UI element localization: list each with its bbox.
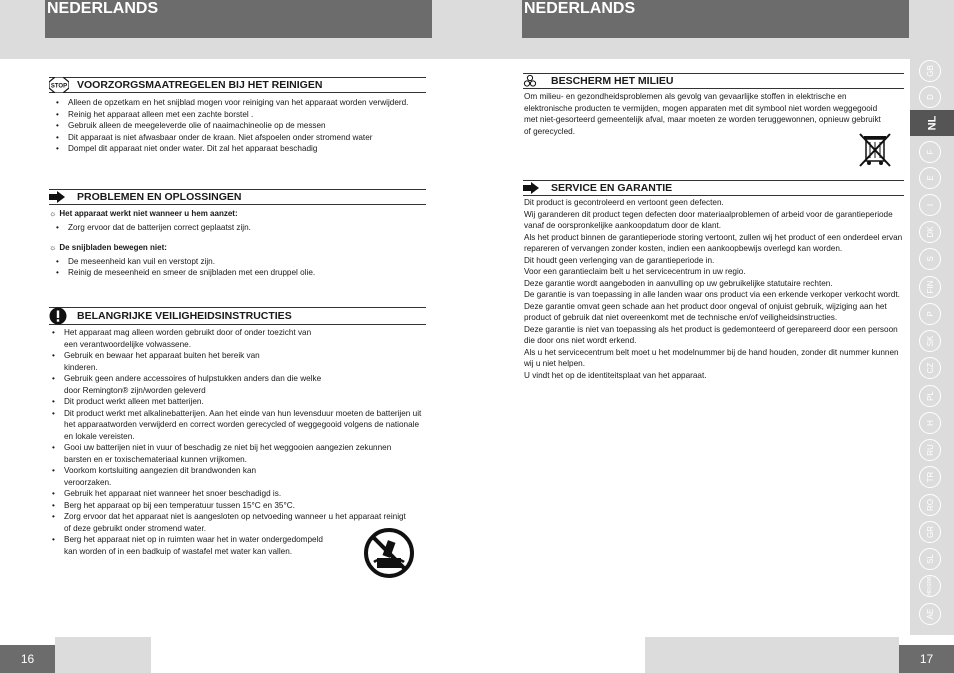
list-item: • Berg het apparaat op bij een temperatuur tussen 15°C en 35°C. [50, 500, 425, 512]
list-item: • Reinig de meseenheid en smeer de snijbladen met een druppel olie. [54, 267, 424, 279]
list-item: • Zorg ervoor dat de batterijen correct geplaatst zijn. [54, 222, 424, 234]
right-page-header [522, 0, 909, 38]
warranty-line: Dit houdt geen verlenging van de garantieperiode in. [524, 255, 715, 265]
tab-lang-tr[interactable]: TR [919, 466, 941, 488]
right-footer-bar [645, 637, 899, 673]
warranty-line: Deze garantie wordt aangeboden in aanvulling op uw gebruikelijke statutaire rechten. [524, 278, 833, 288]
tab-lang-ae[interactable]: AE [919, 603, 941, 625]
list-item: • Alleen de opzetkam en het snijblad mogen voor reiniging van het apparaat worden verwijderd. [54, 97, 424, 109]
safety-section-header [49, 307, 426, 325]
list-item: • Berg het apparaat niet op in ruimten waar het in water ondergedompeld kan worden of in een badkuip of wastafel met water kan vallen. [50, 534, 324, 557]
list-item: • Het apparaat mag alleen worden gebruikt door of onder toezicht van een verantwoordelijke volwassene. [50, 327, 314, 350]
list-item: • Dit product werkt alleen met batterijen. [50, 396, 425, 408]
left-page-number: 16 [0, 645, 55, 673]
left-page-header [45, 0, 432, 38]
warranty-line: Als u het servicecentrum belt moet u het modelnummer bij de hand houden, zonder dit nummer kunnen wij u niet helpen. [524, 347, 899, 368]
problems-content [49, 208, 424, 279]
tab-lang-h[interactable]: H [919, 412, 941, 434]
right-header-title: NEDERLANDS [524, 0, 636, 17]
cleaning-section-header [49, 77, 426, 93]
gear-icon: ☼ [49, 243, 57, 252]
cleaning-list [54, 97, 424, 155]
recycle-icon [523, 74, 549, 88]
environment-text: Om milieu- en gezondheidsproblemen als gevolg van gevaarlijke stoffen in elektrische en elektronische producten te vermijden, mogen apparaten met dit symbool niet worden weggegooid met niet-gesorteerd gemeentelijk afval, maar moeten ze worden teruggewonnen, opnieuw gebruikt of gerecycled. [524, 92, 881, 136]
warranty-line: Als het product binnen de garantieperiode storing vertoont, zullen wij het product of een onderdeel ervan repareren of vervangen zonder kosten, indien een aankoopbewijs overlegd kan worden. [524, 232, 903, 253]
list-item: • Gebruik geen andere accessoires of hulpstukken anders dan die welke door Remington® zijn/worden geleverd [50, 373, 329, 396]
problems-title: PROBLEMEN EN OPLOSSINGEN [77, 191, 242, 203]
tab-lang-ru[interactable]: RU [919, 439, 941, 461]
warranty-line: De garantie is van toepassing in alle landen waar ons product via een erkende verkoper verkocht wordt. [524, 290, 900, 299]
list-item: • Reinig het apparaat alleen met een zachte borstel . [54, 109, 424, 121]
list-item: • Dit apparaat is niet afwasbaar onder de kraan. Niet afspoelen onder stromend water [54, 132, 424, 144]
problem-heading: ☼ De snijbladen bewegen niet: [49, 243, 167, 252]
tab-lang-i[interactable]: I [919, 194, 941, 216]
tab-lang-hr-srb[interactable]: HR/SRB [919, 575, 941, 597]
tab-lang-e[interactable]: E [919, 167, 941, 189]
tab-lang-ro[interactable]: RO [919, 494, 941, 516]
stop-icon [49, 77, 75, 93]
safety-list [50, 327, 425, 557]
warranty-line: Voor een garantieclaim belt u het servicecentrum in uw regio. [524, 267, 746, 276]
environment-title: BESCHERM HET MILIEU [551, 75, 674, 87]
language-sidebar [910, 59, 954, 635]
list-item: • Gebruik het apparaat niet wanneer het snoer beschadigd is. [50, 488, 425, 500]
right-page-number: 17 [899, 645, 954, 673]
tab-lang-sl[interactable]: SL [919, 548, 941, 570]
tab-lang-d[interactable]: D [919, 86, 941, 108]
svg-text:STOP: STOP [50, 83, 68, 90]
warranty-line: Dit product is gecontroleerd en vertoont geen defecten. [524, 198, 724, 207]
left-footer-bar [55, 637, 151, 673]
list-item: • Dit product werkt met alkalinebatterijen. Aan het einde van hun levensduur moeten de batterijen uit het apparaatworden verwijderd en correct worden gerecycled of weggegooid volgens de nationale en lokale vereisten. [50, 408, 425, 443]
safety-title: BELANGRIJKE VEILIGHEIDSINSTRUCTIES [77, 310, 292, 322]
cleaning-title: VOORZORGSMAATREGELEN BIJ HET REINIGEN [77, 79, 323, 91]
warning-icon [49, 307, 75, 325]
arrow-right-icon [49, 191, 75, 203]
list-item: • Gebruik en bewaar het apparaat buiten het bereik van kinderen. [50, 350, 294, 373]
warranty-title: SERVICE EN GARANTIE [551, 182, 673, 194]
warranty-section-header [523, 180, 904, 196]
tab-lang-nl[interactable]: NL [910, 110, 954, 136]
warranty-line: Deze garantie omvat geen schade aan het product door ongeval of onjuist gebruik, wijziging aan het product of gebruik dat niet overeenkomt met de technische en/of veiligheidsinstructies. [524, 301, 887, 322]
warranty-line: U vindt het op de identiteitsplaat van het apparaat. [524, 370, 707, 380]
list-item: • Voorkom kortsluiting aangezien dit brandwonden kan veroorzaken. [50, 465, 304, 488]
weee-bin-icon [857, 131, 893, 174]
list-item: • Gooi uw batterijen niet in vuur of beschadig ze niet bij het weggooien aangezien zekunnen barsten en er toxischemateriaal kunnen vrijkomen. [50, 442, 419, 465]
list-item: • Dompel dit apparaat niet onder water. Dit zal het apparaat beschadig [54, 143, 424, 155]
warranty-text [524, 197, 906, 381]
left-header-title: NEDERLANDS [47, 0, 159, 17]
warranty-line: Wij garanderen dit product tegen defecten door materiaalproblemen of arbeid voor de garantieperiode vanaf de oorspronkelijke aankoopdatum door de klant. [524, 209, 893, 230]
tab-lang-gr[interactable]: GR [919, 521, 941, 543]
list-item: • De meseenheid kan vuil en verstopt zijn. [54, 256, 424, 268]
gear-icon: ☼ [49, 209, 57, 218]
arrow-right-icon [523, 182, 549, 194]
no-water-icon [364, 528, 414, 583]
tab-lang-s[interactable]: S [919, 248, 941, 270]
tab-lang-pl[interactable]: PL [919, 385, 941, 407]
problem-heading: ☼ Het apparaat werkt niet wanneer u hem aanzet: [49, 209, 238, 218]
warranty-line: Deze garantie is niet van toepassing als het product is gedemonteerd of gerepareerd door een persoon die door ons niet wordt erkend. [524, 324, 898, 345]
tab-lang-fin[interactable]: FIN [919, 276, 941, 298]
environment-section-header [523, 73, 904, 89]
problems-section-header [49, 189, 426, 205]
list-item: • Zorg ervoor dat het apparaat niet is aangesloten op netvoeding wanneer u het apparaat reinigt of deze gebruikt onder stromend water. [50, 511, 409, 534]
tab-lang-dk[interactable]: DK [919, 221, 941, 243]
tab-lang-p[interactable]: P [919, 303, 941, 325]
list-item: • Gebruik alleen de meegeleverde olie of naaimachineolie op de messen [54, 120, 424, 132]
tab-lang-f[interactable]: F [919, 141, 941, 163]
tab-lang-sk[interactable]: SK [919, 330, 941, 352]
tab-lang-cz[interactable]: CZ [919, 357, 941, 379]
tab-lang-gb[interactable]: GB [919, 60, 941, 82]
